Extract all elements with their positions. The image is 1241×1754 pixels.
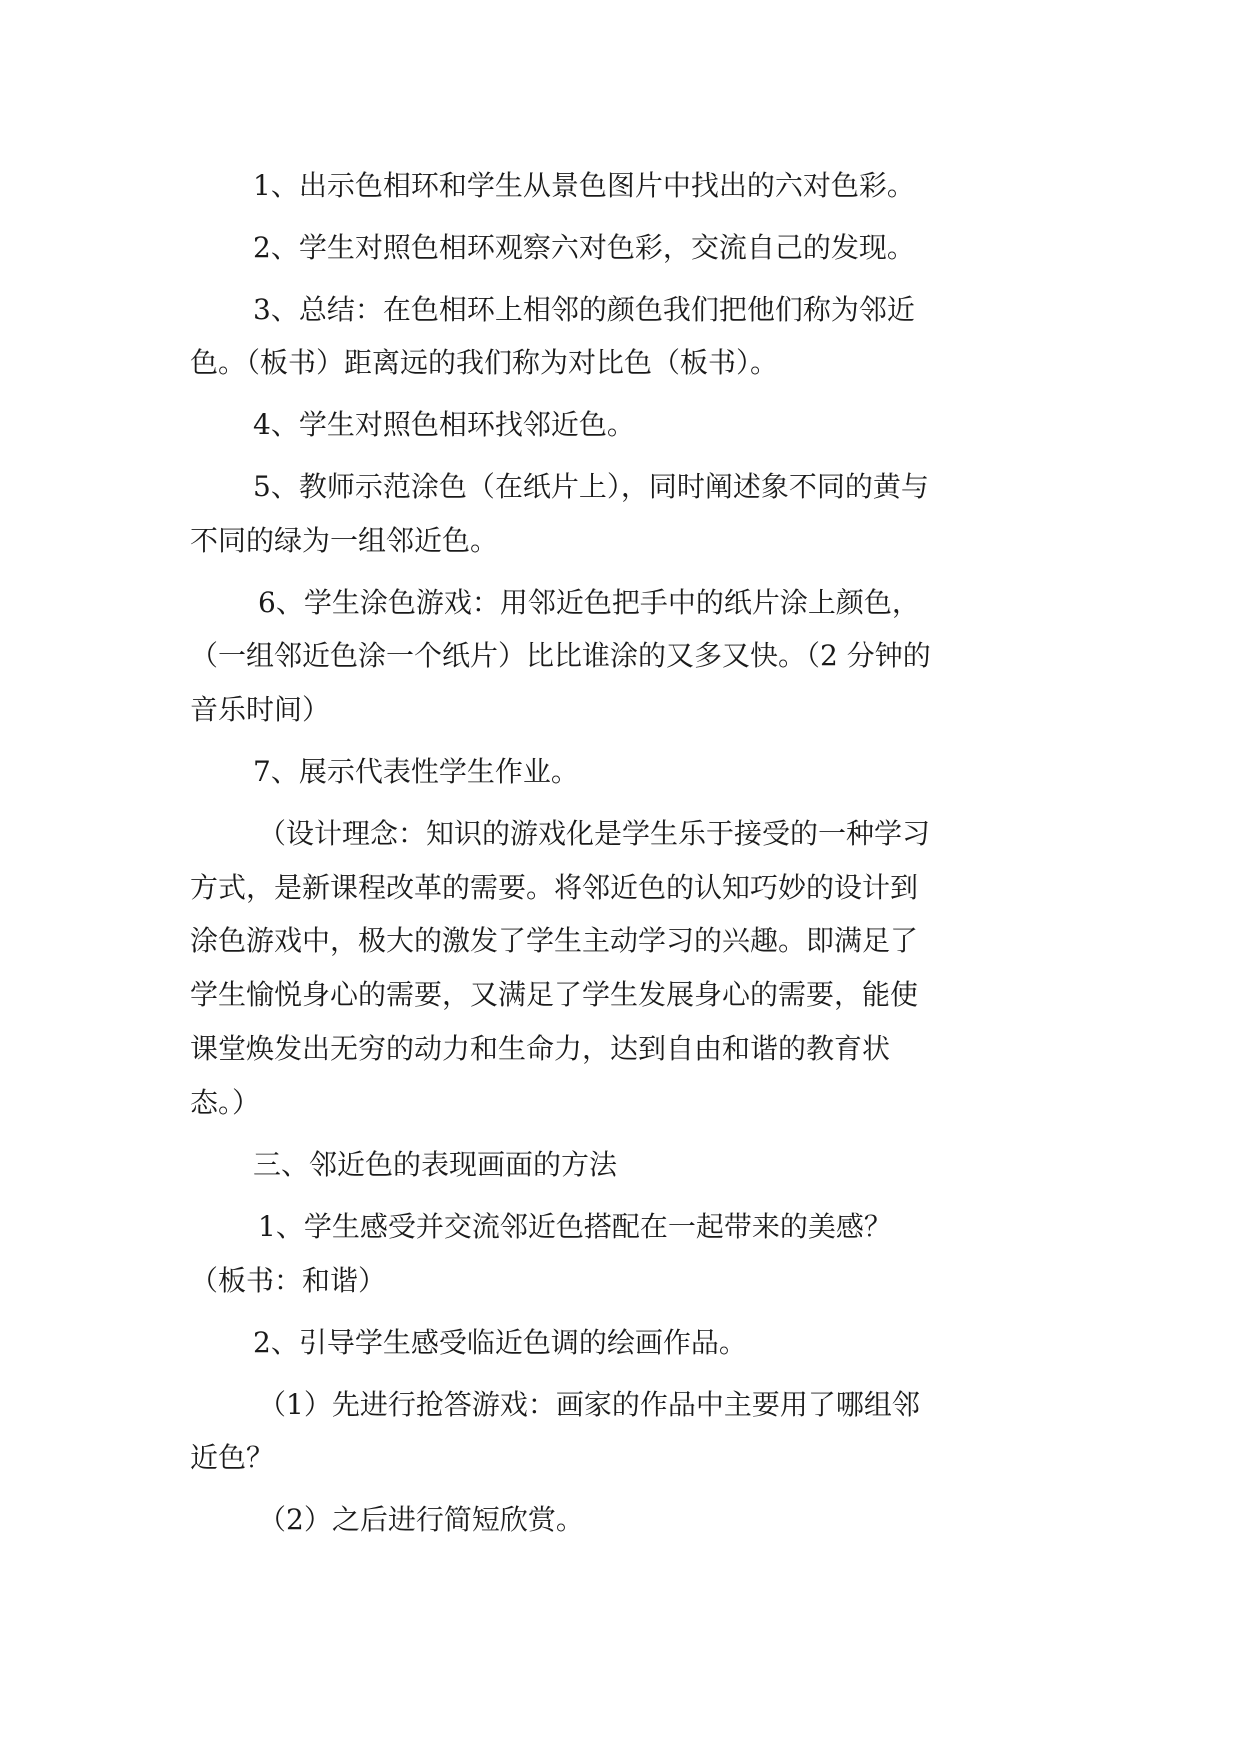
text-line: 7、展示代表性学生作业。 <box>253 755 579 788</box>
text-line: 6、学生涂色游戏：用邻近色把手中的纸片涂上颜色， <box>258 586 920 619</box>
text-line: （一组邻近色涂一个纸片）比比谁涂的又多又快。（2 分钟的 <box>190 639 931 672</box>
text-line: 5、教师示范涂色（在纸片上），同时阐述象不同的黄与 <box>253 470 929 503</box>
text-line: 学生愉悦身心的需要，又满足了学生发展身心的需要，能使 <box>190 978 919 1011</box>
text-line: 3、总结：在色相环上相邻的颜色我们把他们称为邻近 <box>253 293 915 326</box>
text-line: 1、学生感受并交流邻近色搭配在一起带来的美感？ <box>258 1210 892 1243</box>
text-line: 态。） <box>190 1086 261 1119</box>
text-line: 1、出示色相环和学生从景色图片中找出的六对色彩。 <box>253 169 915 202</box>
text-line: 色。（板书）距离远的我们称为对比色（板书）。 <box>190 346 779 379</box>
text-line: 方式，是新课程改革的需要。将邻近色的认知巧妙的设计到 <box>190 871 919 904</box>
text-line: （2）之后进行简短欣赏。 <box>258 1503 584 1536</box>
text-line: 2、引导学生感受临近色调的绘画作品。 <box>253 1326 747 1359</box>
text-line: 音乐时间） <box>190 693 331 726</box>
text-line: 4、学生对照色相环找邻近色。 <box>253 408 635 441</box>
text-line: 课堂焕发出无穷的动力和生命力，达到自由和谐的教育状 <box>190 1032 891 1065</box>
text-line: 不同的绿为一组邻近色。 <box>190 524 499 557</box>
text-line: 涂色游戏中，极大的激发了学生主动学习的兴趣。即满足了 <box>190 924 919 957</box>
text-line: （设计理念：知识的游戏化是学生乐于接受的一种学习 <box>258 817 931 850</box>
text-line: （板书：和谐） <box>190 1264 387 1297</box>
text-line: 2、学生对照色相环观察六对色彩，交流自己的发现。 <box>253 231 915 264</box>
text-line: （1）先进行抢答游戏：画家的作品中主要用了哪组邻 <box>258 1388 920 1421</box>
section-heading: 三、邻近色的表现画面的方法 <box>253 1148 618 1181</box>
text-line: 近色？ <box>190 1441 275 1474</box>
